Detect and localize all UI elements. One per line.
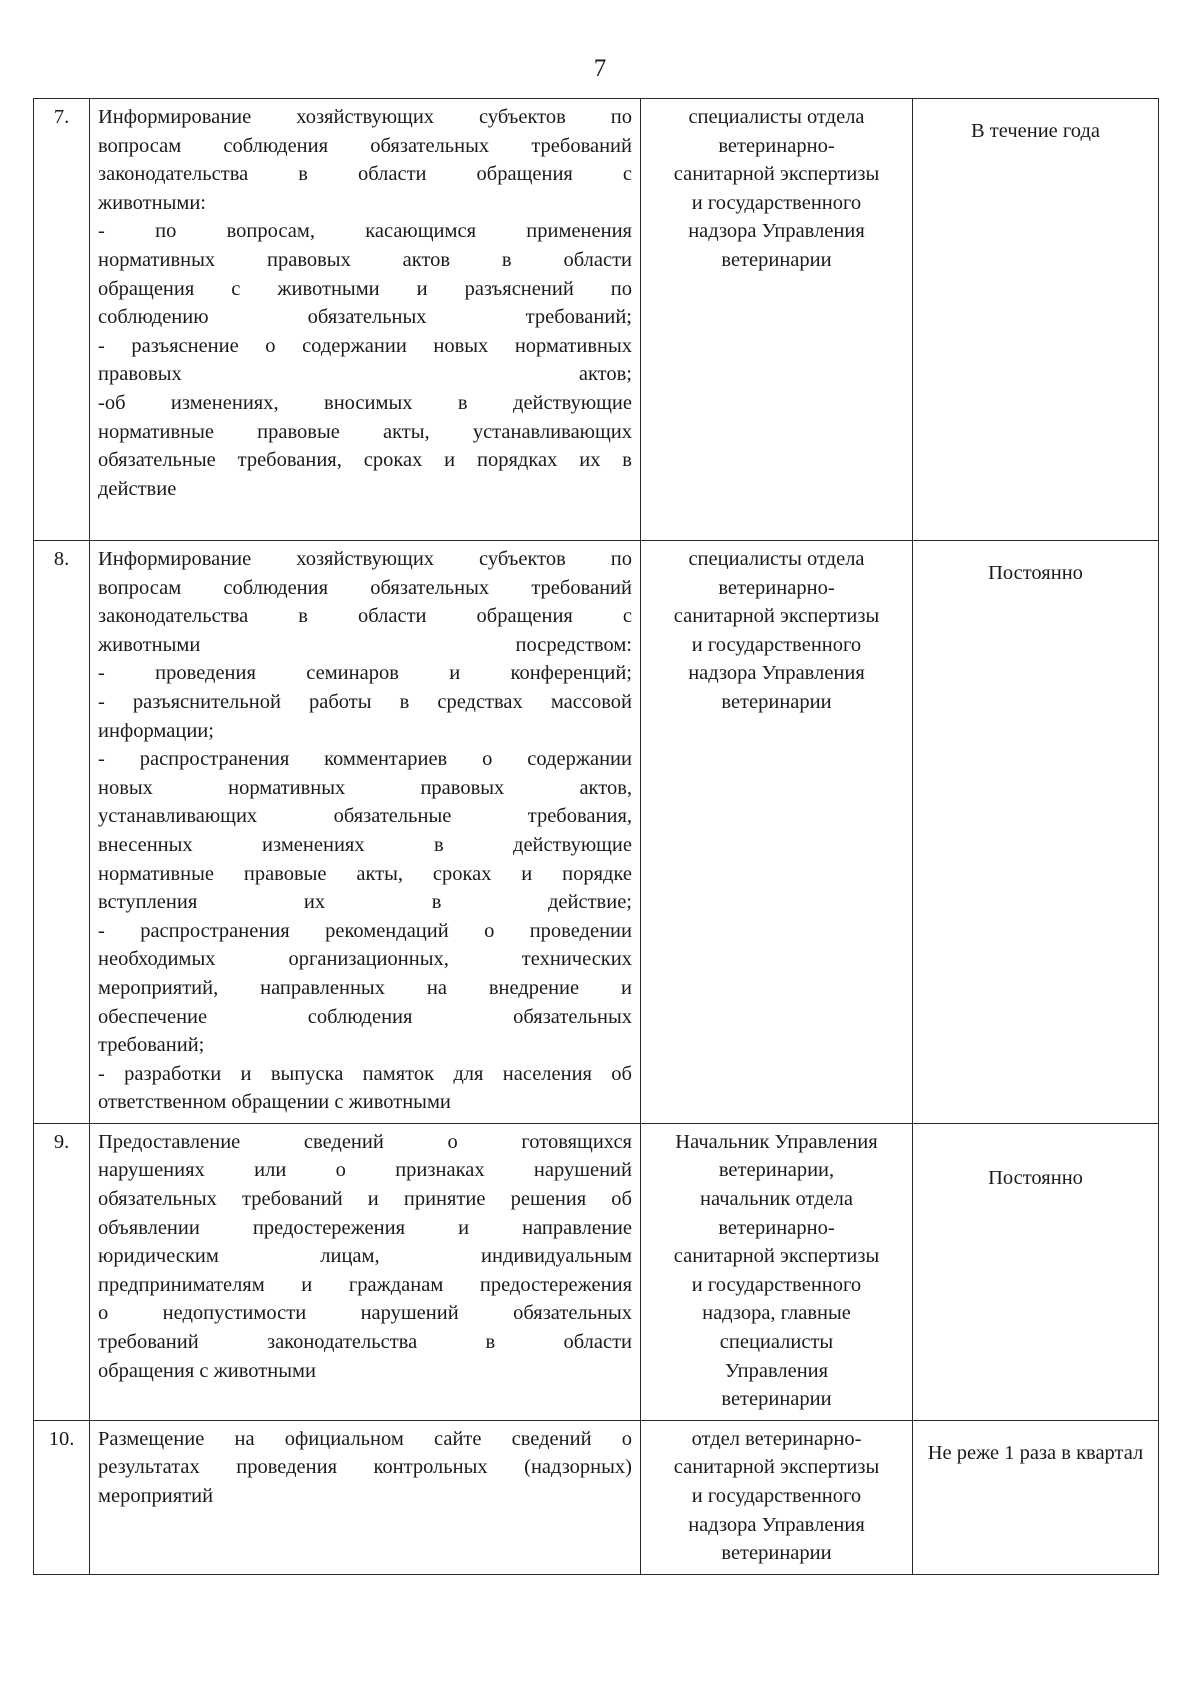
description-line: требований; bbox=[98, 1034, 205, 1057]
description-line: правовых актов; bbox=[98, 363, 632, 386]
deadline-cell bbox=[913, 1420, 1159, 1574]
measure-description bbox=[90, 541, 641, 1124]
table-row bbox=[34, 1123, 1159, 1420]
responsible-party bbox=[641, 1420, 913, 1574]
responsible-line: санитарной экспертизы bbox=[673, 163, 880, 186]
description-line: вступления их в действие; bbox=[98, 891, 632, 914]
description-line: соблюдению обязательных требований; bbox=[98, 306, 632, 329]
description-line: - разработки и выпуска памяток для населения об bbox=[98, 1062, 632, 1085]
description-line: мероприятий bbox=[98, 1485, 214, 1507]
description-line: обращения с животными bbox=[98, 1359, 316, 1382]
description-line: животными посредством: bbox=[98, 633, 632, 656]
description-line: Информирование хозяйствующих субъектов по bbox=[98, 106, 632, 128]
description-line: внесенных изменениях в действующие bbox=[98, 833, 632, 856]
description-line: -об изменениях, вносимых в действующие bbox=[98, 391, 632, 414]
responsible-party bbox=[641, 1123, 913, 1420]
responsible-line: специалисты bbox=[719, 1331, 834, 1354]
description-line: - проведения семинаров и конференций; bbox=[98, 662, 632, 685]
responsible-line: и государственного bbox=[691, 1485, 862, 1507]
description-line: ответственном обращении с животными bbox=[98, 1091, 451, 1114]
responsible-line: санитарной экспертизы bbox=[673, 605, 880, 628]
responsible-line: ветеринарно- bbox=[718, 1216, 835, 1239]
description-line: Размещение на официальном сайте сведений о bbox=[98, 1427, 632, 1450]
description-line: о недопустимости нарушений обязательных bbox=[98, 1302, 632, 1325]
description-line: мероприятий, направленных на внедрение и bbox=[98, 976, 632, 999]
deadline-text: Не реже 1 раза в квартал bbox=[927, 1441, 1144, 1464]
description-line: вопросам соблюдения обязательных требований bbox=[98, 134, 632, 157]
row-number: 8. bbox=[34, 541, 90, 1124]
deadline-cell bbox=[913, 541, 1159, 1124]
description-line: - по вопросам, касающимся применения bbox=[98, 220, 632, 243]
description-line: вопросам соблюдения обязательных требований bbox=[98, 576, 632, 599]
table-row bbox=[34, 1420, 1159, 1574]
deadline-text: В течение года bbox=[970, 120, 1100, 142]
description-line: информации; bbox=[98, 719, 214, 742]
responsible-line: надзора Управления bbox=[688, 662, 865, 685]
responsible-line: ветеринарии bbox=[721, 1388, 832, 1411]
description-line: - разъяснение о содержании новых нормативных bbox=[98, 334, 632, 357]
responsible-line: надзора Управления bbox=[688, 1513, 865, 1536]
deadline-text: Постоянно bbox=[988, 1166, 1083, 1189]
responsible-line: Начальник Управления bbox=[675, 1130, 878, 1153]
description-line: действие bbox=[98, 477, 177, 500]
description-line: - распространения рекомендаций о проведении bbox=[98, 919, 632, 942]
description-line: нарушениях или о признаках нарушений bbox=[98, 1159, 632, 1182]
description-line: требований законодательства в области bbox=[98, 1331, 632, 1354]
row-number: 10. bbox=[34, 1420, 90, 1574]
description-line: животными: bbox=[98, 191, 206, 214]
measure-description bbox=[90, 1420, 641, 1574]
responsible-line: ветеринарии bbox=[721, 248, 832, 271]
description-line: Информирование хозяйствующих субъектов по bbox=[98, 548, 632, 570]
responsible-line: специалисты отдела bbox=[688, 106, 865, 128]
measures-table bbox=[33, 98, 1159, 1575]
table-row bbox=[34, 541, 1159, 1124]
description-line: обращения с животными и разъяснений по bbox=[98, 277, 632, 300]
page-number: 7 bbox=[593, 55, 607, 82]
description-line: нормативные правовые акты, сроках и порядке bbox=[98, 862, 632, 885]
description-line: обеспечение соблюдения обязательных bbox=[98, 1005, 632, 1028]
responsible-line: надзора, главные bbox=[702, 1302, 851, 1325]
row-number: 7. bbox=[34, 99, 90, 541]
description-line: устанавливающих обязательные требования, bbox=[98, 805, 632, 828]
description-line: нормативные правовые акты, устанавливающих bbox=[98, 420, 632, 443]
row-number: 9. bbox=[34, 1123, 90, 1420]
description-line: необходимых организационных, технических bbox=[98, 948, 632, 971]
deadline-text: Постоянно bbox=[988, 562, 1083, 584]
description-line: законодательства в области обращения с bbox=[98, 605, 632, 628]
responsible-line: специалисты отдела bbox=[688, 548, 865, 570]
description-line: обязательные требования, сроках и порядках их в bbox=[98, 449, 632, 472]
description-line: Предоставление сведений о готовящихся bbox=[98, 1130, 632, 1153]
responsible-line: начальник отдела bbox=[700, 1188, 853, 1211]
deadline-cell bbox=[913, 99, 1159, 541]
description-line: новых нормативных правовых актов, bbox=[98, 776, 632, 799]
description-line: законодательства в области обращения с bbox=[98, 163, 632, 186]
description-line: - распространения комментариев о содержании bbox=[98, 748, 632, 771]
responsible-line: санитарной экспертизы bbox=[673, 1456, 880, 1479]
description-line: обязательных требований и принятие решения об bbox=[98, 1188, 632, 1211]
description-line: результатах проведения контрольных (надзорных) bbox=[98, 1456, 632, 1479]
responsible-line: и государственного bbox=[691, 633, 862, 656]
measures-table-body bbox=[34, 99, 1159, 1575]
deadline-cell bbox=[913, 1123, 1159, 1420]
responsible-line: надзора Управления bbox=[688, 220, 865, 243]
responsible-line: и государственного bbox=[691, 191, 862, 214]
measure-description bbox=[90, 1123, 641, 1420]
responsible-line: санитарной экспертизы bbox=[673, 1245, 880, 1268]
responsible-party bbox=[641, 541, 913, 1124]
description-line: - разъяснительной работы в средствах массовой bbox=[98, 690, 632, 713]
description-line: предпринимателям и гражданам предостережения bbox=[98, 1273, 632, 1296]
responsible-line: ветеринарно- bbox=[718, 576, 835, 599]
responsible-line: ветеринарии, bbox=[718, 1159, 835, 1182]
description-line: юридическим лицам, индивидуальным bbox=[98, 1245, 632, 1268]
responsible-line: и государственного bbox=[691, 1273, 862, 1296]
responsible-line: отдел ветеринарно- bbox=[691, 1427, 862, 1450]
description-line: объявлении предостережения и направление bbox=[98, 1216, 632, 1239]
measure-description bbox=[90, 99, 641, 541]
responsible-line: Управления bbox=[724, 1359, 829, 1382]
description-line: нормативных правовых актов в области bbox=[98, 248, 632, 271]
table-row bbox=[34, 99, 1159, 541]
responsible-line: ветеринарии bbox=[721, 690, 832, 713]
responsible-party bbox=[641, 99, 913, 541]
responsible-line: ветеринарно- bbox=[718, 134, 835, 157]
responsible-line: ветеринарии bbox=[721, 1542, 832, 1565]
